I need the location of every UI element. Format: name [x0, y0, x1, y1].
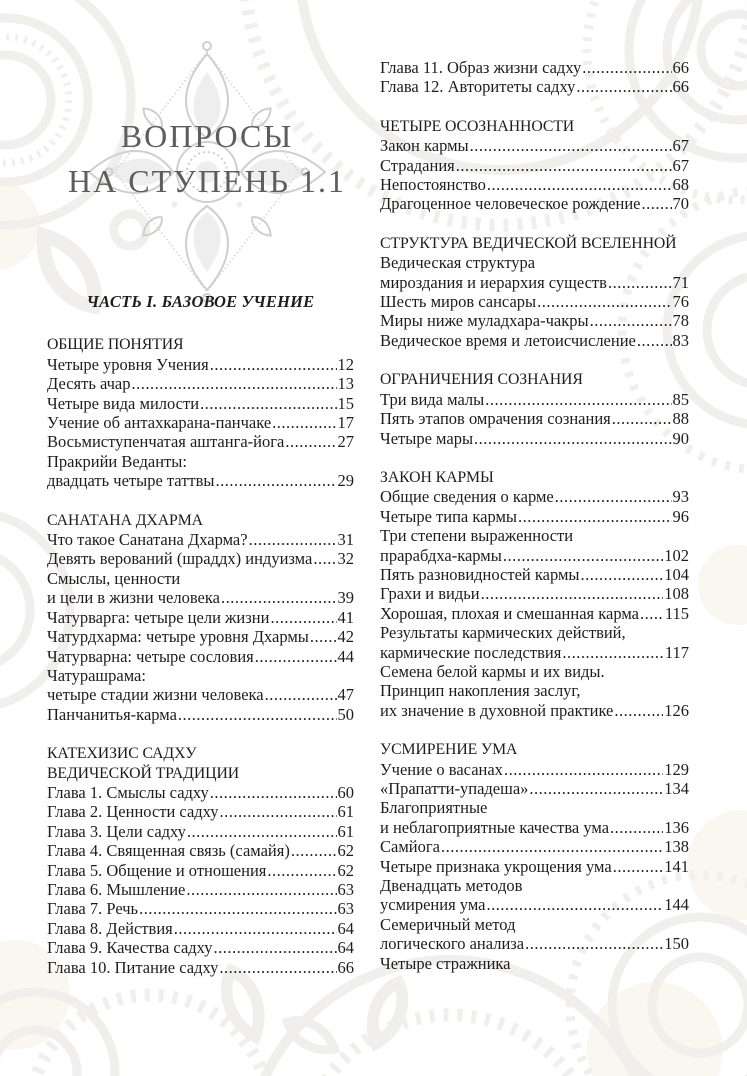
- dotted-leader: [310, 627, 337, 646]
- toc-entry: [380, 895, 689, 914]
- toc-entry: [47, 549, 354, 568]
- toc-right-sections: [380, 58, 689, 973]
- toc-column-left: [47, 292, 354, 977]
- toc-entry-title: Глава 5. Общение и отношения: [47, 860, 267, 880]
- dotted-leader: [267, 861, 336, 880]
- toc-entry: [380, 954, 689, 973]
- toc-entry-title: Принцип накопления заслуг,: [380, 681, 581, 701]
- toc-section: [47, 511, 354, 724]
- toc-entry: [47, 394, 354, 413]
- toc-entry: [380, 194, 689, 213]
- dotted-leader: [178, 705, 337, 724]
- toc-entry-title: Глава 11. Образ жизни садху: [380, 58, 582, 77]
- toc-entry-page: 68: [672, 175, 689, 195]
- toc-entry: [47, 802, 354, 821]
- toc-entry-title: Миры ниже муладхара-чакры: [380, 311, 589, 331]
- toc-entry-title: Глава 1. Смыслы садху: [47, 782, 209, 802]
- toc-entry-title: кармические последствия: [380, 642, 562, 662]
- toc-section-heading: ЗАКОН КАРМЫ: [380, 468, 494, 486]
- dotted-leader: [214, 938, 337, 957]
- dotted-leader: [474, 429, 671, 448]
- toc-entry: [380, 818, 689, 837]
- toc-entry-page: 76: [672, 292, 689, 312]
- toc-entry-page: 88: [672, 409, 689, 429]
- toc-entry-title: Глава 8. Действия: [47, 918, 173, 938]
- toc-section: [47, 744, 354, 977]
- toc-entry: [380, 623, 689, 642]
- dotted-leader: [270, 608, 336, 627]
- toc-left-sections: [47, 335, 354, 977]
- toc-entry-page: 61: [337, 821, 354, 841]
- toc-entry-title: Учение о васанах: [380, 759, 503, 779]
- toc-entry: [380, 760, 689, 779]
- dotted-leader: [219, 958, 336, 977]
- toc-entry-title: Закон кармы: [380, 136, 469, 156]
- toc-entry-page: 134: [664, 779, 689, 798]
- toc-entry: [380, 331, 689, 350]
- toc-entry: [47, 530, 354, 549]
- toc-entry-title: Учение об антахкарана-панчаке: [47, 413, 272, 433]
- toc-entry: [380, 857, 689, 876]
- toc-entry-title: Страдания: [380, 155, 455, 175]
- toc-section: [380, 234, 689, 350]
- toc-section-heading: СТРУКТУРА ВЕДИЧЕСКОЙ ВСЕЛЕННОЙ: [380, 234, 677, 252]
- dotted-leader: [503, 546, 663, 565]
- toc-entry-page: 90: [672, 428, 689, 448]
- toc-entry: [47, 783, 354, 802]
- toc-entry-title: Глава 10. Питание садху: [47, 957, 219, 977]
- toc-section-heading: САНАТАНА ДХАРМА: [47, 511, 203, 529]
- toc-entry: [47, 355, 354, 374]
- toc-entry-title: «Прапатти-упадеша»: [380, 779, 529, 798]
- dotted-leader: [291, 841, 337, 860]
- toc-entry-page: 17: [337, 413, 354, 433]
- dotted-leader: [272, 413, 336, 432]
- toc-entry: [380, 876, 689, 895]
- toc-entry-title: и неблагоприятные качества ума: [380, 817, 610, 837]
- toc-entry: [380, 779, 689, 798]
- toc-section-heading: ОГРАНИЧЕНИЯ СОЗНАНИЯ: [380, 371, 583, 389]
- toc-entry: [47, 841, 354, 860]
- toc-entry: [47, 588, 354, 607]
- toc-entry-page: 70: [672, 194, 689, 214]
- dotted-leader: [210, 783, 337, 802]
- toc-section-heading: КАТЕХИЗИС САДХУ: [47, 745, 197, 763]
- toc-entry-title: Драгоценное человеческое рождение: [380, 194, 641, 214]
- dotted-leader: [255, 647, 337, 666]
- toc-entry: [47, 413, 354, 432]
- toc-entry-title: Грахи и видьи: [380, 584, 480, 604]
- toc-entry-page: 27: [337, 432, 354, 452]
- toc-entry-title: Три степени выраженности: [380, 526, 574, 546]
- toc-entry: [380, 429, 689, 448]
- toc-entry-title: Глава 9. Качества садху: [47, 938, 213, 958]
- toc-entry-page: 47: [337, 685, 354, 705]
- dotted-leader: [441, 837, 663, 856]
- dotted-leader: [139, 899, 336, 918]
- toc-entry-page: 29: [337, 471, 354, 491]
- toc-entry-page: 13: [337, 374, 354, 394]
- toc-entry-title: четыре стадии жизни человека: [47, 685, 264, 705]
- dotted-leader: [200, 394, 336, 413]
- toc-entry-title: прарабдха-кармы: [380, 545, 502, 565]
- toc-entry-title: логического анализа: [380, 934, 525, 954]
- toc-entry-title: Четыре типа кармы: [380, 506, 517, 526]
- toc-entry: [47, 374, 354, 393]
- toc-entry-page: 60: [337, 782, 354, 802]
- toc-entry-page: 64: [337, 918, 354, 938]
- dotted-leader: [456, 156, 672, 175]
- toc-entry-title: Пять разновидностей кармы: [380, 564, 580, 584]
- dotted-leader: [485, 390, 671, 409]
- toc-entry-page: 115: [664, 603, 689, 623]
- toc-section-heading: ОБЩИЕ ПОНЯТИЯ: [47, 336, 184, 354]
- toc-section-heading: ЧЕТЫРЕ ОСОЗНАННОСТИ: [380, 117, 575, 135]
- dotted-leader: [610, 818, 663, 837]
- toc-entry-page: 102: [664, 545, 689, 565]
- toc-entry: [380, 156, 689, 175]
- dotted-leader: [529, 779, 663, 798]
- toc-entry: [380, 798, 689, 817]
- toc-section: [380, 468, 689, 720]
- toc-section-heading: ВЕДИЧЕСКОЙ ТРАДИЦИИ: [47, 764, 240, 782]
- toc-entry-title: Глава 4. Священная связь (самайя): [47, 841, 290, 861]
- toc-entry-title: Что такое Санатана Дхарма?: [47, 530, 248, 550]
- part-heading: ЧАСТЬ I. БАЗОВОЕ УЧЕНИЕ: [86, 292, 315, 311]
- dotted-leader: [285, 432, 336, 451]
- dotted-leader: [590, 311, 672, 330]
- toc-entry: [47, 432, 354, 451]
- dotted-leader: [580, 565, 663, 584]
- toc-entry-page: 63: [337, 899, 354, 919]
- toc-entry-title: Непостоянство: [380, 175, 486, 195]
- toc-entry-page: 66: [672, 58, 689, 77]
- toc-entry: [380, 915, 689, 934]
- dotted-leader: [637, 331, 672, 350]
- dotted-leader: [174, 919, 337, 938]
- toc-entry-title: Общие сведения о карме: [380, 487, 554, 507]
- toc-entry-page: 41: [337, 607, 354, 627]
- toc-entry-title: Чатурварна: четыре сословия: [47, 646, 254, 666]
- toc-entry-title: Благоприятные: [380, 798, 488, 818]
- toc-entry-title: Чатурашрама:: [47, 665, 146, 685]
- toc-entry: [380, 681, 689, 700]
- dotted-leader: [642, 194, 672, 213]
- toc-entry-page: 67: [672, 155, 689, 175]
- toc-entry: [47, 880, 354, 899]
- dotted-leader: [614, 701, 663, 720]
- toc-entry-title: Глава 2. Ценности садху: [47, 802, 219, 822]
- toc-entry: [380, 175, 689, 194]
- toc-entry-title: Самйога: [380, 837, 440, 857]
- toc-section: [380, 117, 689, 214]
- toc-entry-page: 150: [664, 934, 689, 954]
- toc-entry-page: 66: [337, 957, 354, 977]
- toc-entry: [380, 604, 689, 623]
- toc-entry-title: Пять этапов омрачения сознания: [380, 409, 611, 429]
- dotted-leader: [486, 895, 663, 914]
- toc-entry: [380, 584, 689, 603]
- dotted-leader: [518, 507, 672, 526]
- toc-entry-title: Десять ачар: [47, 374, 131, 394]
- toc-entry-page: 63: [337, 879, 354, 899]
- toc-entry: [380, 311, 689, 330]
- toc-entry-page: 117: [664, 642, 689, 662]
- toc-entry-title: двадцать четыре таттвы: [47, 471, 215, 491]
- toc-entry: [380, 643, 689, 662]
- dotted-leader: [265, 685, 337, 704]
- dotted-leader: [132, 374, 337, 393]
- toc-entry-title: Девять верований (шраддх) индуизма: [47, 549, 313, 569]
- page-title: [10, 114, 404, 204]
- toc-entry-title: Хорошая, плохая и смешанная карма: [380, 603, 639, 623]
- toc-entry-title: Восьмиступенчатая аштанга-йога: [47, 432, 285, 452]
- dotted-leader: [186, 880, 336, 899]
- toc-entry-page: 83: [672, 330, 689, 350]
- toc-entry-title: Глава 6. Мышление: [47, 879, 186, 899]
- page-title-line-2: НА СТУПЕНЬ 1.1: [68, 163, 346, 199]
- toc-entry: [380, 487, 689, 506]
- toc-entry-title: Четыре вида милости: [47, 393, 200, 413]
- toc-entry: [47, 452, 354, 471]
- dotted-leader: [220, 802, 337, 821]
- toc-entry-page: 44: [337, 646, 354, 666]
- dotted-leader: [504, 760, 663, 779]
- toc-entry: [380, 565, 689, 584]
- toc-entry-page: 67: [672, 136, 689, 156]
- toc-entry: [380, 390, 689, 409]
- toc-entry-title: Четыре признака укрощения ума: [380, 856, 612, 876]
- toc-entry: [380, 58, 689, 77]
- dotted-leader: [613, 857, 664, 876]
- dotted-leader: [481, 584, 664, 603]
- toc-entry-page: 144: [664, 895, 689, 915]
- dotted-leader: [525, 934, 663, 953]
- toc-entry-page: 108: [664, 584, 689, 604]
- dotted-leader: [210, 355, 337, 374]
- toc-entry-title: Четыре уровня Учения: [47, 354, 209, 374]
- toc-entry: [380, 934, 689, 953]
- toc-entry-title: Панчанитья-карма: [47, 704, 177, 724]
- dotted-leader: [216, 471, 337, 490]
- toc-entry-title: Глава 7. Речь: [47, 899, 139, 919]
- toc-entry-title: Двенадцать методов: [380, 876, 523, 896]
- dotted-leader: [640, 604, 664, 623]
- toc-entry: [47, 685, 354, 704]
- toc-entry-title: их значение в духовной практике: [380, 700, 614, 720]
- toc-entry: [47, 958, 354, 977]
- toc-entry-title: Результаты кармических действий,: [380, 623, 626, 643]
- toc-entry-title: Четыре мары: [380, 428, 474, 448]
- toc-entry-page: 141: [664, 856, 689, 876]
- toc-entry: [47, 647, 354, 666]
- toc-entry: [380, 526, 689, 545]
- toc-entry-page: 85: [672, 389, 689, 409]
- toc-entry-title: Семена белой кармы и их виды.: [380, 661, 605, 681]
- toc-entry-title: Чатурварга: четыре цели жизни: [47, 607, 270, 627]
- toc-entry: [47, 919, 354, 938]
- toc-entry-page: 71: [672, 272, 689, 292]
- toc-entry: [47, 705, 354, 724]
- toc-entry-title: Три вида малы: [380, 389, 485, 409]
- toc-entry: [47, 471, 354, 490]
- toc-entry-page: 93: [672, 487, 689, 507]
- toc-entry-page: 129: [664, 759, 689, 779]
- toc-entry: [380, 292, 689, 311]
- dotted-leader: [608, 273, 672, 292]
- toc-entry-page: 64: [337, 938, 354, 958]
- dotted-leader: [582, 58, 671, 77]
- toc-entry-page: 42: [337, 627, 354, 647]
- toc-entry: [47, 666, 354, 685]
- toc-entry-title: Глава 3. Цели садху: [47, 821, 186, 841]
- toc-section: [380, 740, 689, 973]
- toc-entry: [380, 546, 689, 565]
- toc-entry-page: 104: [664, 564, 689, 584]
- toc-entry: [380, 409, 689, 428]
- toc-entry-page: 136: [664, 817, 689, 837]
- toc-entry-page: 62: [337, 860, 354, 880]
- dotted-leader: [576, 77, 671, 96]
- toc-entry: [47, 899, 354, 918]
- toc-entry: [47, 861, 354, 880]
- toc-entry-page: 138: [664, 837, 689, 857]
- toc-section: [380, 58, 689, 97]
- toc-entry: [380, 77, 689, 96]
- toc-entry-title: Семеричный метод: [380, 914, 516, 934]
- toc-entry-page: 39: [337, 588, 354, 608]
- toc-entry: [380, 701, 689, 720]
- toc-entry-page: 50: [337, 704, 354, 724]
- dotted-leader: [313, 549, 336, 568]
- dotted-leader: [562, 643, 664, 662]
- dotted-leader: [537, 292, 671, 311]
- dotted-leader: [221, 588, 337, 607]
- toc-entry-title: Шесть миров сансары: [380, 292, 537, 312]
- dotted-leader: [487, 175, 672, 194]
- toc-entry-page: 96: [672, 506, 689, 526]
- toc-entry: [47, 938, 354, 957]
- toc-entry-title: Четыре стражника: [380, 953, 511, 973]
- toc-entry-title: Пракрийи Веданты:: [47, 451, 187, 471]
- toc-entry-page: 62: [337, 841, 354, 861]
- dotted-leader: [555, 487, 672, 506]
- toc-section: [47, 335, 354, 490]
- toc-entry-page: 32: [337, 549, 354, 569]
- dotted-leader: [187, 822, 337, 841]
- toc-entry: [380, 662, 689, 681]
- toc-section-heading: УСМИРЕНИЕ УМА: [380, 741, 518, 759]
- toc-entry: [380, 837, 689, 856]
- toc-entry-title: и цели в жизни человека: [47, 588, 220, 608]
- toc-entry-page: 61: [337, 802, 354, 822]
- toc-entry-title: Чатурдхарма: четыре уровня Дхармы: [47, 627, 309, 647]
- toc-section: [380, 370, 689, 448]
- toc-entry-page: 15: [337, 393, 354, 413]
- toc-entry-title: Смыслы, ценности: [47, 568, 181, 588]
- toc-entry-page: 31: [337, 530, 354, 550]
- toc-entry: [380, 507, 689, 526]
- toc-entry: [380, 253, 689, 272]
- toc-entry: [47, 569, 354, 588]
- toc-entry: [380, 273, 689, 292]
- dotted-leader: [612, 409, 672, 428]
- toc-entry-title: усмирения ума: [380, 895, 486, 915]
- toc-entry: [47, 627, 354, 646]
- toc-column-right: [380, 58, 689, 973]
- toc-entry-title: Глава 12. Авторитеты садху: [380, 77, 576, 97]
- toc-entry-page: 126: [664, 700, 689, 720]
- page-title-line-1: ВОПРОСЫ: [120, 118, 294, 154]
- toc-entry: [47, 608, 354, 627]
- toc-entry-title: Ведическое время и летоисчисление: [380, 330, 636, 350]
- toc-entry-page: 78: [672, 311, 689, 331]
- dotted-leader: [470, 136, 672, 155]
- dotted-leader: [249, 530, 337, 549]
- toc-entry-title: мироздания и иерархия существ: [380, 272, 607, 292]
- toc-entry-title: Ведическая структура: [380, 253, 536, 273]
- toc-entry-page: 12: [337, 354, 354, 374]
- toc-entry: [380, 136, 689, 155]
- toc-entry: [47, 822, 354, 841]
- toc-entry-page: 66: [672, 77, 689, 97]
